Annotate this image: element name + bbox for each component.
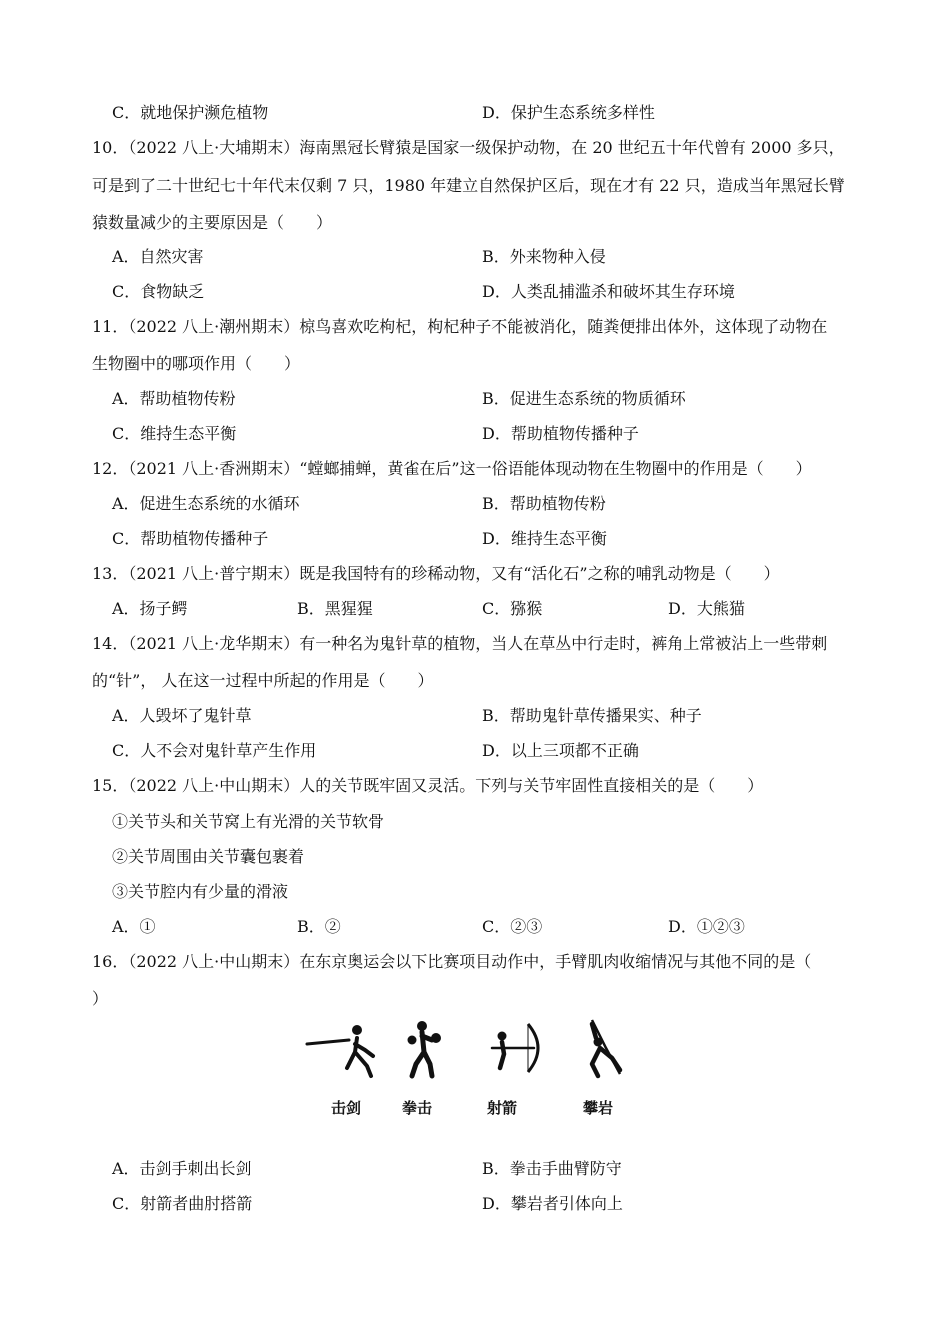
q13-option-a: A．扬子鳄 (112, 599, 188, 618)
q15-statement-2: ②关节周围由关节囊包裹着 (112, 847, 305, 866)
q16-option-b: B．拳击手曲臂防守 (482, 1159, 622, 1178)
q10-stem-line2: 可是到了二十世纪七十年代末仅剩 7 只，1980 年建立自然保护区后，现在才有 22 只，造成当年黑冠长臂 (92, 176, 845, 195)
q10-option-b: B．外来物种入侵 (482, 247, 606, 266)
q15-statement-1: ①关节头和关节窝上有光滑的关节软骨 (112, 812, 385, 831)
q14-option-b: B．帮助鬼针草传播果实、种子 (482, 706, 702, 725)
q10-option-c: C．食物缺乏 (112, 282, 205, 301)
q15-stem-line1: 15．（2022 八上·中山期末）人的关节既牢固又灵活。下列与关节牢固性直接相关的是（ ） (92, 776, 764, 795)
archery-pictogram-icon (488, 1020, 552, 1076)
q13-option-d: D．大熊猫 (668, 599, 745, 618)
fencing-pictogram-icon (305, 1022, 377, 1080)
q16-stem-line1: 16．（2022 八上·中山期末）在东京奥运会以下比赛项目动作中，手臂肌肉收缩情况与其他不同的是（ (92, 952, 812, 971)
q14-option-c: C．人不会对鬼针草产生作用 (112, 741, 317, 760)
q11-stem-line1: 11．（2022 八上·潮州期末）椋鸟喜欢吃枸杞，枸杞种子不能被消化，随粪便排出体外，这体现了动物在 (92, 317, 828, 336)
figure-label-climbing: 攀岩 (583, 1099, 614, 1117)
q15-statement-3: ③关节腔内有少量的滑液 (112, 882, 289, 901)
figure-label-fencing: 击剑 (331, 1099, 362, 1117)
q15-option-d: D．①②③ (668, 917, 745, 936)
q9-option-d: D．保护生态系统多样性 (482, 103, 655, 122)
q14-stem-line2: 的“针”， 人在这一过程中所起的作用是（ ） (92, 671, 434, 690)
q11-option-c: C．维持生态平衡 (112, 424, 237, 443)
q14-option-d: D．以上三项都不正确 (482, 741, 639, 760)
q15-option-b: B．② (297, 917, 341, 936)
figure-label-boxing: 拳击 (402, 1099, 433, 1117)
figure-label-archery: 射箭 (487, 1099, 518, 1117)
q13-option-b: B．黑猩猩 (297, 599, 373, 618)
q14-stem-line1: 14．（2021 八上·龙华期末）有一种名为鬼针草的植物，当人在草丛中行走时，裤角上常被沾上一些带刺 (92, 634, 828, 653)
q15-option-a: A．① (112, 917, 156, 936)
boxing-pictogram-icon (402, 1020, 446, 1080)
q11-option-d: D．帮助植物传播种子 (482, 424, 639, 443)
q11-option-a: A．帮助植物传粉 (112, 389, 236, 408)
q16-option-a: A．击剑手刺出长剑 (112, 1159, 252, 1178)
q12-stem-line1: 12．（2021 八上·香洲期末）“螳螂捕蝉，黄雀在后”这一俗语能体现动物在生物圈中的作用是（ ） (92, 459, 812, 478)
q13-option-c: C．猕猴 (482, 599, 543, 618)
q13-stem-line1: 13．（2021 八上·普宁期末）既是我国特有的珍稀动物，又有“活化石”之称的哺乳动物是（ ） (92, 564, 780, 583)
q10-stem-line3: 猿数量减少的主要原因是（ ） (92, 213, 333, 232)
q12-option-b: B．帮助植物传粉 (482, 494, 606, 513)
q12-option-c: C．帮助植物传播种子 (112, 529, 269, 548)
q11-option-b: B．促进生态系统的物质循环 (482, 389, 686, 408)
q12-option-a: A．促进生态系统的水循环 (112, 494, 300, 513)
q10-option-d: D．人类乱捕滥杀和破坏其生存环境 (482, 282, 735, 301)
q16-stem-line2: ） (92, 989, 109, 1008)
climbing-pictogram-icon (578, 1018, 628, 1080)
q16-option-c: C．射箭者曲肘搭箭 (112, 1194, 253, 1213)
q9-option-c: C．就地保护濒危植物 (112, 103, 269, 122)
q16-option-d: D．攀岩者引体向上 (482, 1194, 623, 1213)
q14-option-a: A．人毁坏了鬼针草 (112, 706, 252, 725)
q15-option-c: C．②③ (482, 917, 543, 936)
q10-option-a: A．自然灾害 (112, 247, 204, 266)
q10-stem-line1: 10．（2022 八上·大埔期末）海南黑冠长臂猿是国家一级保护动物，在 20 世纪五十年代曾有 2000 多只， (92, 138, 845, 157)
q11-stem-line2: 生物圈中的哪项作用（ ） (92, 354, 301, 373)
q12-option-d: D．维持生态平衡 (482, 529, 607, 548)
